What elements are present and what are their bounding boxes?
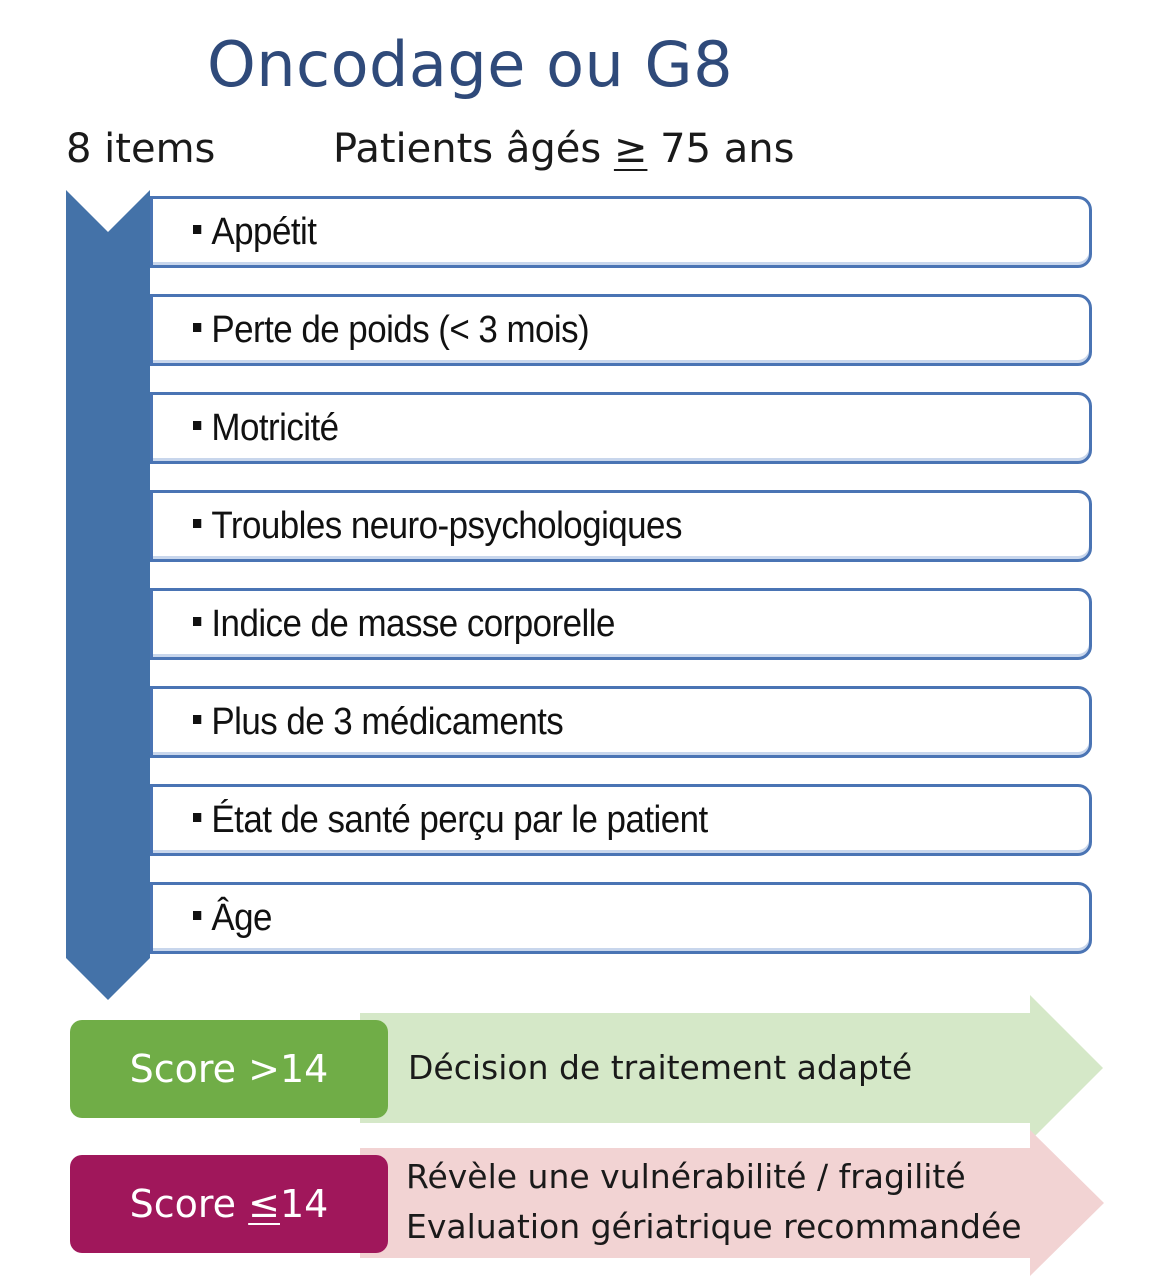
criteria-item-label: Motricité [193, 407, 339, 450]
criteria-item-label: Appétit [193, 211, 316, 254]
score-low-badge: Score ≤ 14 [70, 1155, 388, 1253]
criteria-item-label: Indice de masse corporelle [193, 603, 615, 646]
outcome-high-text: Décision de traitement adapté [408, 1048, 913, 1087]
population-prefix: Patients âgés [333, 126, 614, 172]
criteria-item-label: Âge [193, 897, 272, 940]
score-high-symbol: > [248, 1047, 280, 1091]
outcome-low-text-1: Révèle une vulnérabilité / fragilité [406, 1157, 966, 1196]
criteria-item-label: Troubles neuro-psychologiques [193, 505, 682, 548]
population-suffix: 75 ans [647, 126, 795, 172]
items-count-label: 8 items [66, 126, 216, 172]
outcome-low-text-2: Evaluation gériatrique recommandée [406, 1207, 1022, 1246]
score-low-symbol: ≤ [248, 1182, 280, 1226]
criteria-item-label: Perte de poids (< 3 mois) [193, 309, 589, 352]
score-high-badge: Score > 14 [70, 1020, 388, 1118]
criteria-item-label: État de santé perçu par le patient [193, 799, 708, 842]
page-title: Oncodage ou G8 [206, 28, 734, 101]
population-symbol: ≥ [613, 126, 648, 172]
criteria-item-label: Plus de 3 médicaments [193, 701, 563, 744]
